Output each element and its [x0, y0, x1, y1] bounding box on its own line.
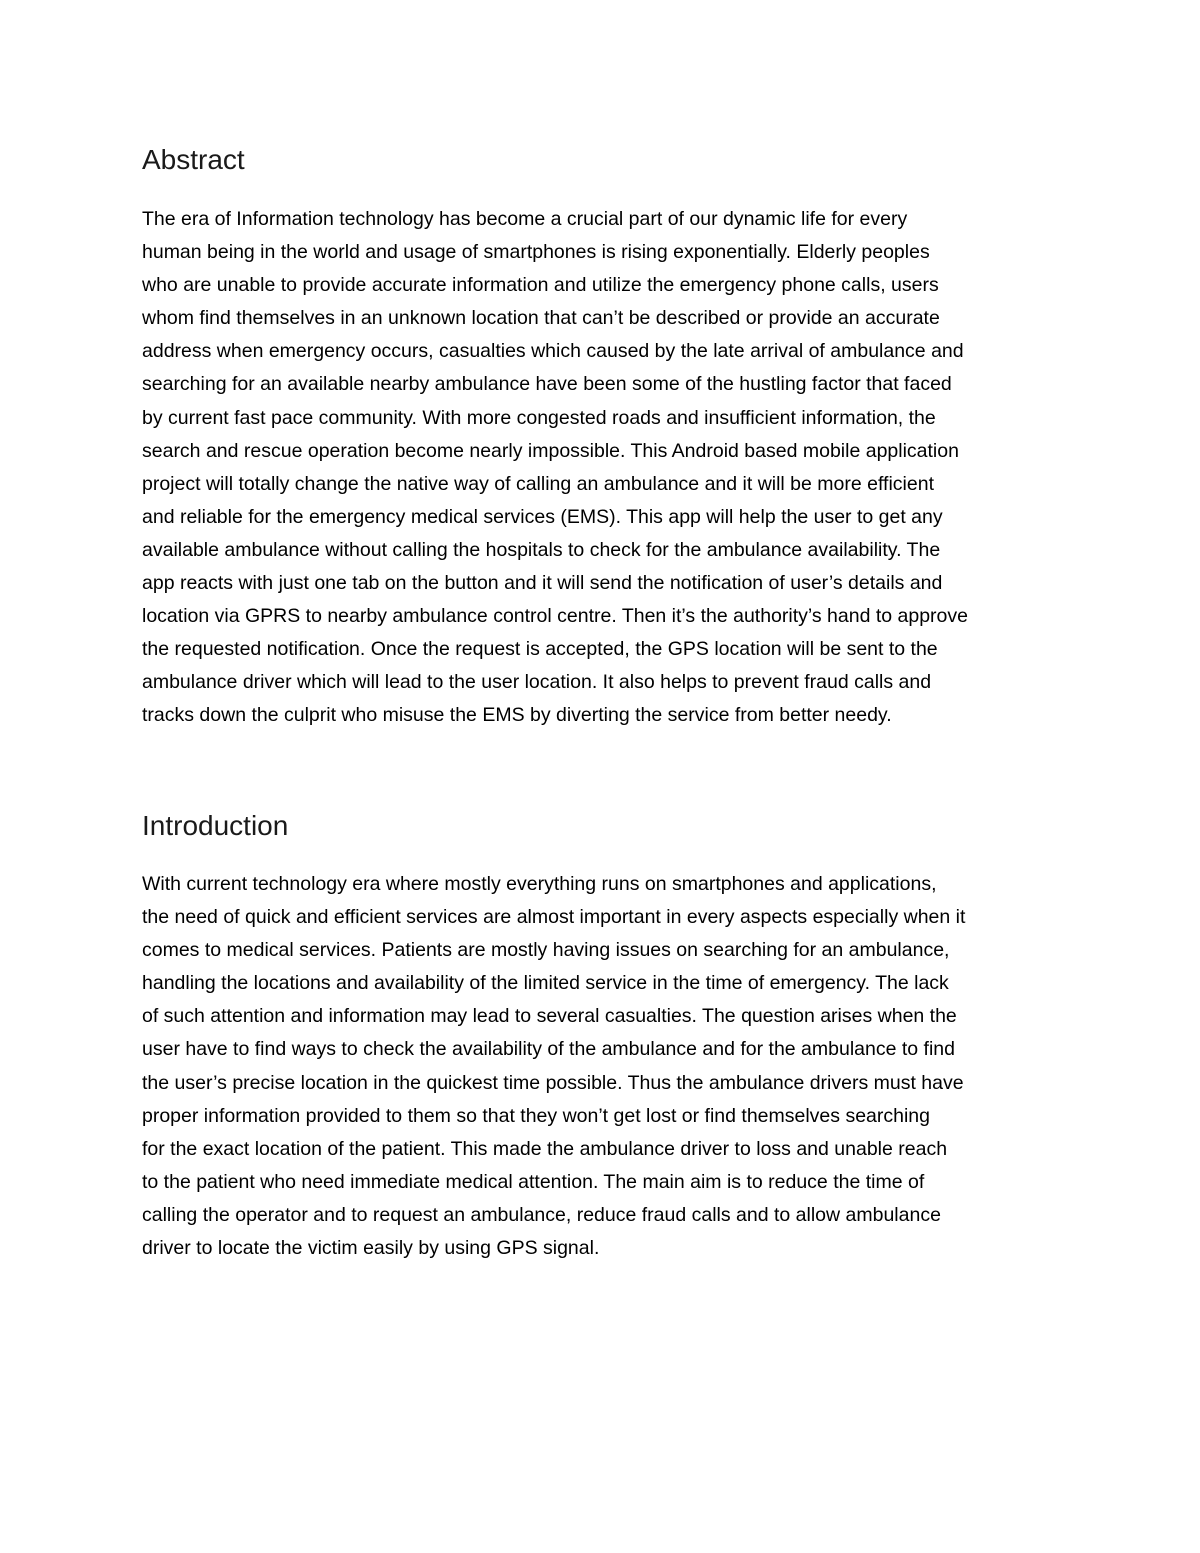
introduction-line: the need of quick and efficient services are almost important in every aspects especially when it: [142, 906, 966, 929]
abstract-line: the requested notification. Once the request is accepted, the GPS location will be sent to the: [142, 638, 938, 661]
abstract-line: The era of Information technology has become a crucial part of our dynamic life for every: [142, 208, 908, 230]
introduction-paragraph: [142, 868, 1077, 1265]
introduction-line: driver to locate the victim easily by using GPS signal.: [142, 1237, 600, 1260]
abstract-line: tracks down the culprit who misuse the EMS by diverting the service from better needy.: [142, 704, 892, 727]
abstract-line: who are unable to provide accurate information and utilize the emergency phone calls, users: [142, 274, 939, 297]
abstract-line: searching for an available nearby ambulance have been some of the hustling factor that faced: [142, 373, 952, 396]
abstract-line: ambulance driver which will lead to the user location. It also helps to prevent fraud calls and: [142, 671, 932, 694]
abstract-heading: Abstract: [142, 144, 245, 175]
introduction-line: user have to find ways to check the availability of the ambulance and for the ambulance to find: [142, 1038, 955, 1061]
abstract-line: whom find themselves in an unknown location that can’t be described or provide an accurate: [142, 307, 940, 330]
introduction-line: comes to medical services. Patients are mostly having issues on searching for an ambulance,: [142, 939, 950, 962]
introduction-line: for the exact location of the patient. This made the ambulance driver to loss and unable reach: [142, 1137, 948, 1160]
abstract-line: search and rescue operation become nearly impossible. This Android based mobile application: [142, 439, 959, 462]
introduction-line: With current technology era where mostly everything runs on smartphones and applications,: [142, 873, 937, 895]
introduction-line: calling the operator and to request an ambulance, reduce fraud calls and to allow ambulance: [142, 1203, 941, 1226]
introduction-line: to the patient who need immediate medical attention. The main aim is to reduce the time of: [142, 1170, 925, 1193]
abstract-line: app reacts with just one tab on the button and it will send the notification of user’s details and: [142, 572, 943, 595]
introduction-heading: Introduction: [142, 810, 289, 841]
abstract-line: address when emergency occurs, casualties which caused by the late arrival of ambulance and: [142, 340, 964, 363]
introduction-line: of such attention and information may lead to several casualties. The question arises when the: [142, 1005, 957, 1028]
abstract-line: by current fast pace community. With more congested roads and insufficient information, the: [142, 406, 936, 429]
introduction-line: handling the locations and availability of the limited service in the time of emergency. The lack: [142, 972, 949, 995]
abstract-paragraph: [142, 203, 1077, 733]
abstract-line: human being in the world and usage of smartphones is rising exponentially. Elderly peoples: [142, 241, 930, 264]
introduction-line: the user’s precise location in the quickest time possible. Thus the ambulance drivers must have: [142, 1071, 964, 1094]
introduction-line: proper information provided to them so that they won’t get lost or find themselves searching: [142, 1104, 930, 1127]
abstract-line: and reliable for the emergency medical services (EMS). This app will help the user to get any: [142, 505, 943, 528]
abstract-line: project will totally change the native way of calling an ambulance and it will be more efficient: [142, 472, 934, 495]
abstract-line: location via GPRS to nearby ambulance control centre. Then it’s the authority’s hand to approve: [142, 605, 968, 628]
abstract-line: available ambulance without calling the hospitals to check for the ambulance availability. The: [142, 538, 941, 561]
